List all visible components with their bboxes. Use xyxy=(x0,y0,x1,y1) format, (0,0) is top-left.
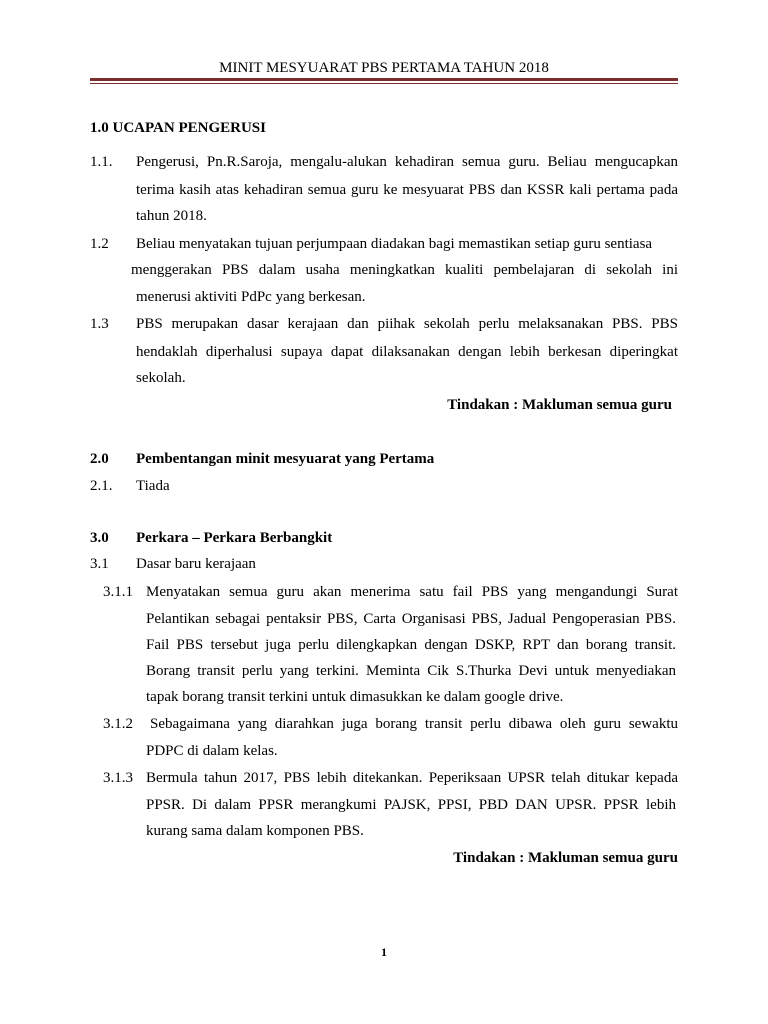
paragraph-line: Bermula tahun 2017, PBS lebih ditekankan. Peperiksaan UPSR telah ditukar kepada xyxy=(146,770,678,786)
section-3-number: 3.0 xyxy=(90,530,109,546)
item-text: Tiada xyxy=(136,478,170,494)
paragraph-line: Borang transit perlu yang terkini. Meminta Cik S.Thurka Devi untuk menyediakan xyxy=(146,663,676,679)
item-number: 1.3 xyxy=(90,316,109,332)
paragraph-line: Sebagaimana yang diarahkan juga borang transit perlu dibawa oleh guru sewaktu xyxy=(150,716,678,732)
header-rule-thin xyxy=(90,83,678,84)
subitem-number: 3.1.1 xyxy=(103,584,133,600)
section-2-number: 2.0 xyxy=(90,451,109,467)
header-rule-thick xyxy=(90,78,678,81)
paragraph-line: menggerakan PBS dalam usaha meningkatkan kualiti pembelajaran di sekolah ini xyxy=(131,262,678,278)
paragraph-line: Pengerusi, Pn.R.Saroja, mengalu-alukan kehadiran semua guru. Beliau mengucapkan xyxy=(136,154,678,170)
paragraph-line: kurang sama dalam komponen PBS. xyxy=(146,823,364,839)
paragraph-line: PPSR. Di dalam PPSR merangkumi PAJSK, PPSI, PBD DAN UPSR. PPSR lebih xyxy=(146,797,676,813)
section-3-action: Tindakan : Makluman semua guru xyxy=(453,850,678,866)
page-number: 1 xyxy=(381,945,387,959)
paragraph-line: PBS merupakan dasar kerajaan dan piihak sekolah perlu melaksanakan PBS. PBS xyxy=(136,316,678,332)
subitem-number: 3.1.3 xyxy=(103,770,133,786)
section-1-heading: 1.0 UCAPAN PENGERUSI xyxy=(90,120,266,136)
paragraph-line: tapak borang transit terkini untuk dimasukkan ke dalam google drive. xyxy=(146,689,564,705)
document-header-title: MINIT MESYUARAT PBS PERTAMA TAHUN 2018 xyxy=(219,60,549,76)
paragraph-line: Beliau menyatakan tujuan perjumpaan diadakan bagi memastikan setiap guru sentiasa xyxy=(136,236,653,252)
paragraph-line: PDPC di dalam kelas. xyxy=(146,743,278,759)
item-number: 3.1 xyxy=(90,556,109,572)
paragraph-line: Fail PBS tersebut juga perlu dilengkapkan dengan DSKP, RPT dan borang transit. xyxy=(146,637,676,653)
item-number: 1.1. xyxy=(90,154,113,170)
subitem-number: 3.1.2 xyxy=(103,716,133,732)
paragraph-line: menerusi aktiviti PdPc yang berkesan. xyxy=(136,289,366,305)
paragraph-line: tahun 2018. xyxy=(136,208,207,224)
paragraph-line: Pelantikan sebagai pentaksir PBS, Carta Organisasi PBS, Jadual Pengoperasian PBS. xyxy=(146,611,676,627)
paragraph-line: Menyatakan semua guru akan menerima satu fail PBS yang mengandungi Surat xyxy=(146,584,678,600)
section-2-title: Pembentangan minit mesyuarat yang Pertama xyxy=(136,451,435,467)
item-text: Dasar baru kerajaan xyxy=(136,556,256,572)
section-1-action: Tindakan : Makluman semua guru xyxy=(447,397,672,413)
item-number: 1.2 xyxy=(90,236,109,252)
item-number: 2.1. xyxy=(90,478,113,494)
section-3-title: Perkara – Perkara Berbangkit xyxy=(136,530,333,546)
paragraph-line: terima kasih atas kehadiran semua guru ke mesyuarat PBS dan KSSR kali pertama pada xyxy=(136,182,678,198)
paragraph-line: hendaklah diperhalusi supaya dapat dilaksanakan dengan lebih berkesan diperingkat xyxy=(136,344,678,360)
paragraph-line: sekolah. xyxy=(136,370,186,386)
